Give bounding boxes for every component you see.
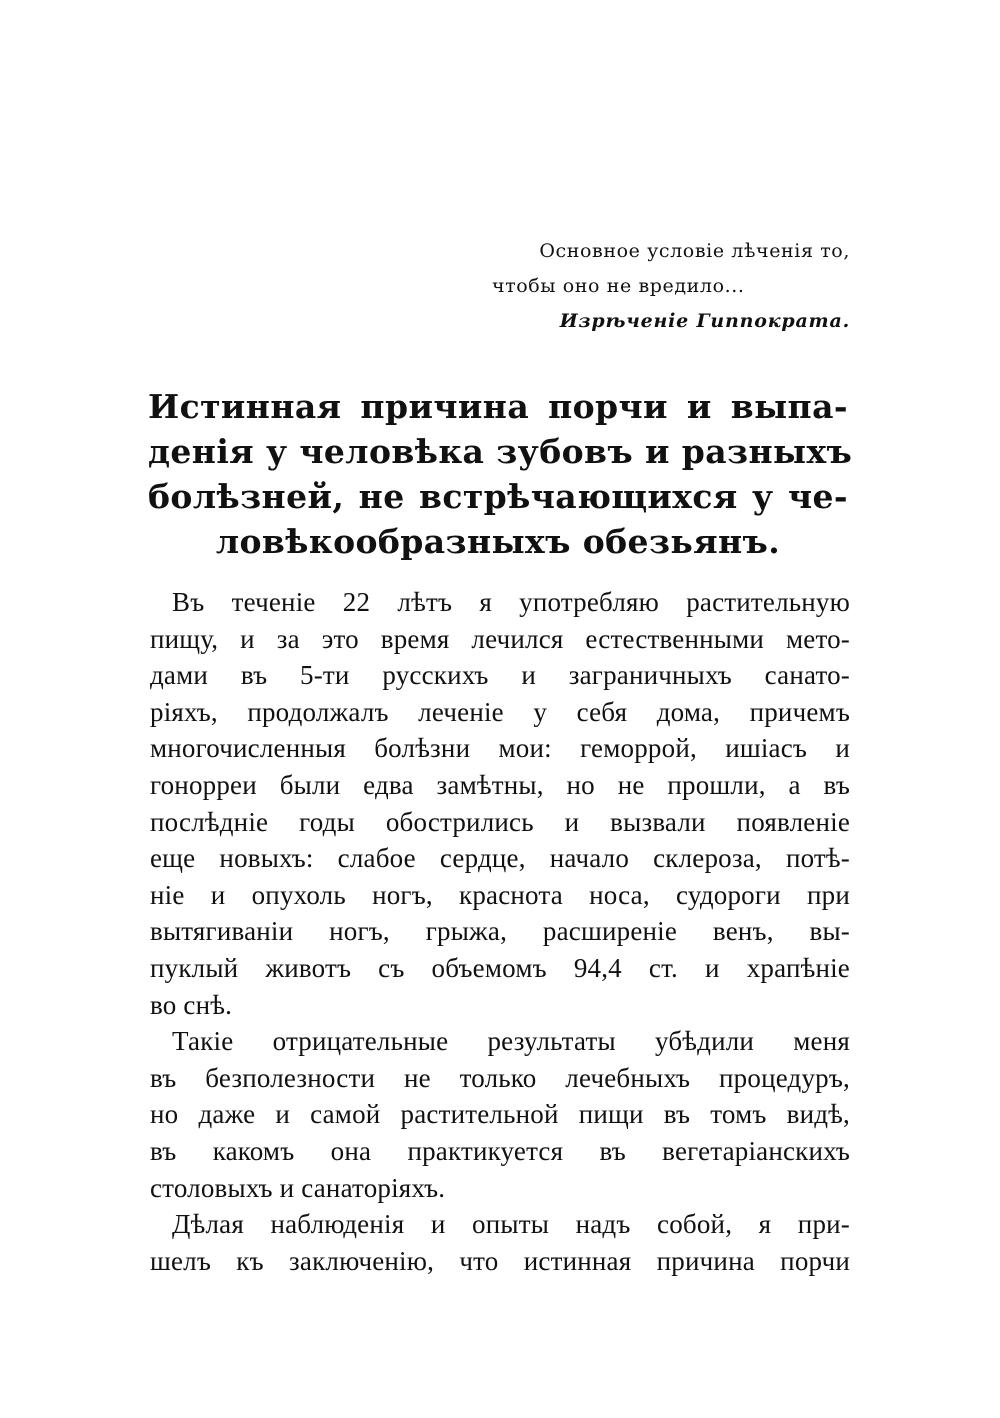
text-line: въ какомъ она практикуется въ вегетаріанскихъ	[150, 1135, 850, 1166]
epigraph-attribution: Изрѣченіе Гиппократа.	[559, 310, 850, 332]
heading-line: Истинная причина порчи и выпа-	[148, 387, 848, 426]
text-line: въ безполезности не только лечебныхъ процедуръ,	[150, 1062, 850, 1093]
text-line: во снѣ.	[150, 989, 233, 1020]
text-line: пищу, и за это время лечился естественными мето-	[150, 623, 850, 654]
text-line: Дѣлая наблюденія и опыты надъ собой, я при-	[172, 1209, 850, 1240]
text-line: пуклый животъ съ объемомъ 94,4 ст. и храпѣніе	[150, 952, 850, 983]
heading-line: болѣзней, не встрѣчающихся у че-	[148, 477, 848, 516]
epigraph-line: Основное условіе лѣченія то,	[539, 240, 850, 262]
text-line: ніе и опухоль ногъ, краснота носа, судороги при	[150, 879, 850, 910]
text-line: ріяхъ, продолжалъ леченіе у себя дома, причемъ	[150, 696, 850, 727]
chapter-heading	[148, 384, 853, 564]
text-line: послѣдніе годы обострились и вызвали появленіе	[150, 806, 850, 837]
text-line: столовыхъ и санаторіяхъ.	[150, 1172, 446, 1203]
text-line: вытягиваніи ногъ, грыжа, расширеніе венъ, вы-	[150, 916, 850, 947]
text-line: Такіе отрицательные результаты убѣдили меня	[172, 1026, 850, 1057]
body-text	[150, 584, 850, 1279]
text-line: дами въ 5-ти русскихъ и заграничныхъ санато-	[150, 660, 850, 691]
text-line: гонорреи были едва замѣтны, но не прошли, а въ	[150, 769, 850, 800]
text-line: еще новыхъ: слабое сердце, начало склероза, потѣ-	[150, 843, 850, 874]
epigraph-line: чтобы оно не вредило...	[492, 275, 745, 297]
epigraph	[470, 234, 850, 339]
heading-line: денія у человѣка зубовъ и разныхъ	[148, 432, 853, 471]
heading-line: ловѣкообразныхъ обезьянъ.	[215, 522, 781, 561]
text-line: шелъ къ заключенію, что истинная причина порчи	[150, 1245, 850, 1276]
text-line: многочисленныя болѣзни мои: геморрой, ишіасъ и	[150, 733, 850, 764]
text-line: Въ теченіе 22 лѣтъ я употребляю растительную	[172, 587, 850, 617]
text-line: но даже и самой растительной пищи въ томъ видѣ,	[150, 1099, 850, 1130]
